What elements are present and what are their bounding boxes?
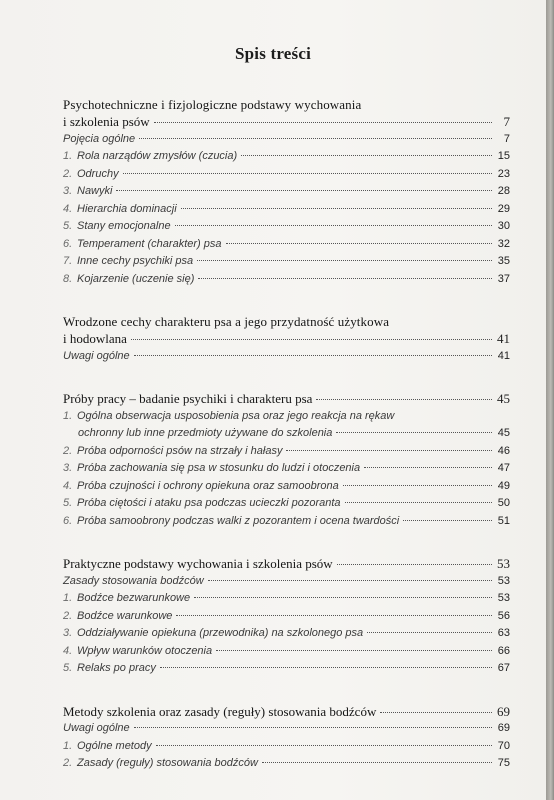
page-number: 45 — [497, 427, 510, 439]
toc-entry — [63, 643, 510, 661]
section-title: Praktyczne podstawy wychowania i szkolenia psów — [63, 556, 333, 571]
entry-text: Hierarchia dominacji — [77, 202, 177, 215]
entry-text: Próba odporności psów na strzały i hałasy — [77, 444, 283, 457]
entry-text: Ogólna obserwacja usposobienia psa oraz jego reakcja na rękaw — [77, 409, 395, 422]
entry-number: 2. — [63, 609, 73, 622]
leader-dots — [403, 520, 492, 521]
page-number: 23 — [497, 167, 510, 180]
entry-text: Ogólne metody — [77, 739, 152, 752]
entry-number: 5. — [63, 220, 73, 232]
section-title: Metody szkolenia oraz zasady (reguły) stosowania bodźców — [63, 703, 377, 719]
leader-dots — [345, 502, 492, 503]
entry-number: 1. — [63, 739, 73, 752]
entry-text: Bodźce warunkowe — [77, 609, 173, 622]
entry-number: 1. — [63, 150, 73, 162]
entry-text: Wpływ warunków otoczenia — [77, 644, 213, 657]
leader-dots — [176, 615, 492, 616]
toc-entry — [63, 236, 510, 254]
leader-dots — [198, 278, 492, 279]
entry-number: 6. — [63, 514, 73, 527]
leader-dots — [154, 122, 492, 123]
toc-section-2 — [63, 313, 510, 365]
toc-entry — [63, 408, 510, 426]
leader-dots — [336, 432, 492, 433]
entry-text: Pojęcia ogólne — [63, 132, 136, 145]
leader-dots — [286, 450, 492, 451]
page-number: 15 — [497, 150, 510, 162]
entry-number: 3. — [63, 462, 73, 474]
toc-entry — [63, 443, 510, 461]
entry-number: 1. — [63, 592, 73, 604]
toc-entry — [63, 253, 510, 271]
section-title: Próby pracy – badanie psychiki i charakteru psa — [63, 391, 313, 406]
page-number: 37 — [497, 272, 510, 285]
entry-text: Próba ciętości i ataku psa podczas ucieczki pozoranta — [77, 497, 341, 509]
toc-entry — [63, 720, 510, 738]
book-spine-edge — [546, 0, 554, 800]
page-number: 66 — [497, 644, 510, 657]
entry-text: Oddziaływanie opiekuna (przewodnika) na szkolonego psa — [77, 627, 364, 639]
page-number: 75 — [497, 757, 510, 769]
page-number: 30 — [497, 220, 510, 232]
leader-dots — [134, 727, 492, 728]
section-title-row — [63, 330, 510, 348]
leader-dots — [194, 597, 492, 598]
toc-entry — [63, 348, 510, 366]
toc-section-3 — [63, 390, 510, 530]
leader-dots — [364, 467, 492, 468]
leader-dots — [208, 580, 492, 581]
entry-number: 2. — [63, 167, 73, 180]
toc-entry — [63, 201, 510, 219]
entry-number: 8. — [63, 272, 73, 285]
page-number: 63 — [497, 627, 510, 639]
leader-dots — [337, 564, 492, 565]
entry-text: Kojarzenie (uczenie się) — [77, 272, 195, 285]
page-number: 41 — [497, 331, 510, 346]
leader-dots — [123, 173, 492, 174]
entry-text: Stany emocjonalne — [77, 220, 171, 232]
toc-entry — [63, 478, 510, 496]
entry-number: 1. — [63, 409, 73, 422]
section-title: Wrodzone cechy charakteru psa a jego przydatność użytkowa — [63, 314, 390, 329]
section-title-row — [63, 555, 510, 573]
entry-text: ochronny lub inne przedmioty używane do szkolenia — [78, 427, 333, 439]
page-number: 28 — [497, 185, 510, 197]
leader-dots — [181, 208, 492, 209]
entry-number: 4. — [63, 479, 73, 492]
entry-number: 5. — [63, 662, 73, 674]
leader-dots — [197, 260, 492, 261]
page-number: 41 — [497, 349, 510, 362]
page-number: 56 — [497, 609, 510, 622]
entry-number: 6. — [63, 237, 73, 250]
entry-number: 3. — [63, 185, 73, 197]
leader-dots — [367, 632, 492, 633]
leader-dots — [134, 355, 492, 356]
leader-dots — [316, 399, 492, 400]
leader-dots — [139, 138, 492, 139]
page-number: 7 — [503, 114, 510, 129]
page-number: 32 — [497, 237, 510, 250]
entry-text: Nawyki — [77, 185, 113, 197]
toc-entry-continuation — [63, 425, 510, 443]
leader-dots — [116, 190, 492, 191]
entry-text: Zasady stosowania bodźców — [63, 574, 204, 587]
leader-dots — [156, 745, 492, 746]
page-number: 29 — [497, 202, 510, 215]
page-number: 45 — [497, 391, 510, 406]
entry-text: Próba samoobrony podczas walki z pozorantem i ocena twardości — [77, 514, 400, 527]
entry-text: Relaks po pracy — [77, 662, 156, 674]
page-number: 69 — [497, 722, 510, 734]
entry-text: Zasady (reguły) stosowania bodźców — [77, 757, 258, 769]
entry-number: 5. — [63, 497, 73, 509]
leader-dots — [160, 667, 492, 668]
leader-dots — [226, 243, 493, 244]
toc-entry — [63, 590, 510, 608]
section-title-cont: i hodowlana — [63, 331, 127, 346]
section-title-cont: i szkolenia psów — [63, 114, 150, 129]
entry-number: 4. — [63, 202, 73, 215]
toc-entry — [63, 166, 510, 184]
toc-entry — [63, 218, 510, 236]
entry-number: 4. — [63, 644, 73, 657]
entry-text: Próba zachowania się psa w stosunku do ludzi i otoczenia — [77, 462, 361, 474]
entry-number: 3. — [63, 627, 73, 639]
entry-text: Uwagi ogólne — [63, 722, 130, 734]
page-number: 50 — [497, 497, 510, 509]
page-number: 70 — [497, 739, 510, 752]
toc-entry — [63, 460, 510, 478]
section-title-row — [63, 113, 510, 131]
entry-text: Rola narządów zmysłów (czucia) — [77, 150, 238, 162]
toc-section-4 — [63, 555, 510, 678]
page-number: 53 — [497, 556, 510, 571]
page-number: 7 — [503, 132, 510, 145]
leader-dots — [216, 650, 492, 651]
entry-number: 2. — [63, 444, 73, 457]
entry-text: Odruchy — [77, 167, 119, 180]
page-number: 47 — [497, 462, 510, 474]
leader-dots — [380, 712, 492, 713]
entry-text: Uwagi ogólne — [63, 349, 130, 362]
toc-entry — [63, 608, 510, 626]
toc-entry — [63, 271, 510, 289]
leader-dots — [262, 762, 492, 763]
leader-dots — [131, 339, 492, 340]
section-title: Psychotechniczne i fizjologiczne podstawy wychowania — [63, 97, 362, 112]
toc-entry — [63, 573, 510, 591]
toc-entry — [63, 131, 510, 149]
leader-dots — [175, 225, 492, 226]
toc-entry — [63, 738, 510, 756]
entry-text: Inne cechy psychiki psa — [77, 255, 194, 267]
toc-entry — [63, 148, 510, 166]
leader-dots — [241, 155, 492, 156]
section-title-row — [63, 703, 510, 721]
leader-dots — [343, 485, 492, 486]
entry-number: 2. — [63, 757, 73, 769]
toc-entry — [63, 183, 510, 201]
page-number: 53 — [497, 592, 510, 604]
page-number: 67 — [497, 662, 510, 674]
page-number: 49 — [497, 479, 510, 492]
page-number: 69 — [497, 703, 510, 719]
page-number: 35 — [497, 255, 510, 267]
entry-text: Temperament (charakter) psa — [77, 237, 222, 250]
entry-text: Próba czujności i ochrony opiekuna oraz samoobrona — [77, 479, 339, 492]
toc-entry — [63, 755, 510, 773]
page-number: 51 — [497, 514, 510, 527]
page-title: Spis treści — [234, 44, 312, 63]
toc-section-5 — [63, 703, 510, 773]
page-number: 53 — [497, 574, 510, 587]
toc-entry — [63, 625, 510, 643]
table-of-contents — [63, 96, 510, 798]
entry-text: Bodźce bezwarunkowe — [77, 592, 191, 604]
page-number: 46 — [497, 444, 510, 457]
entry-number: 7. — [63, 255, 73, 267]
section-title-row — [63, 390, 510, 408]
toc-entry — [63, 495, 510, 513]
toc-entry — [63, 660, 510, 678]
toc-entry — [63, 513, 510, 531]
toc-section-1 — [63, 96, 510, 288]
